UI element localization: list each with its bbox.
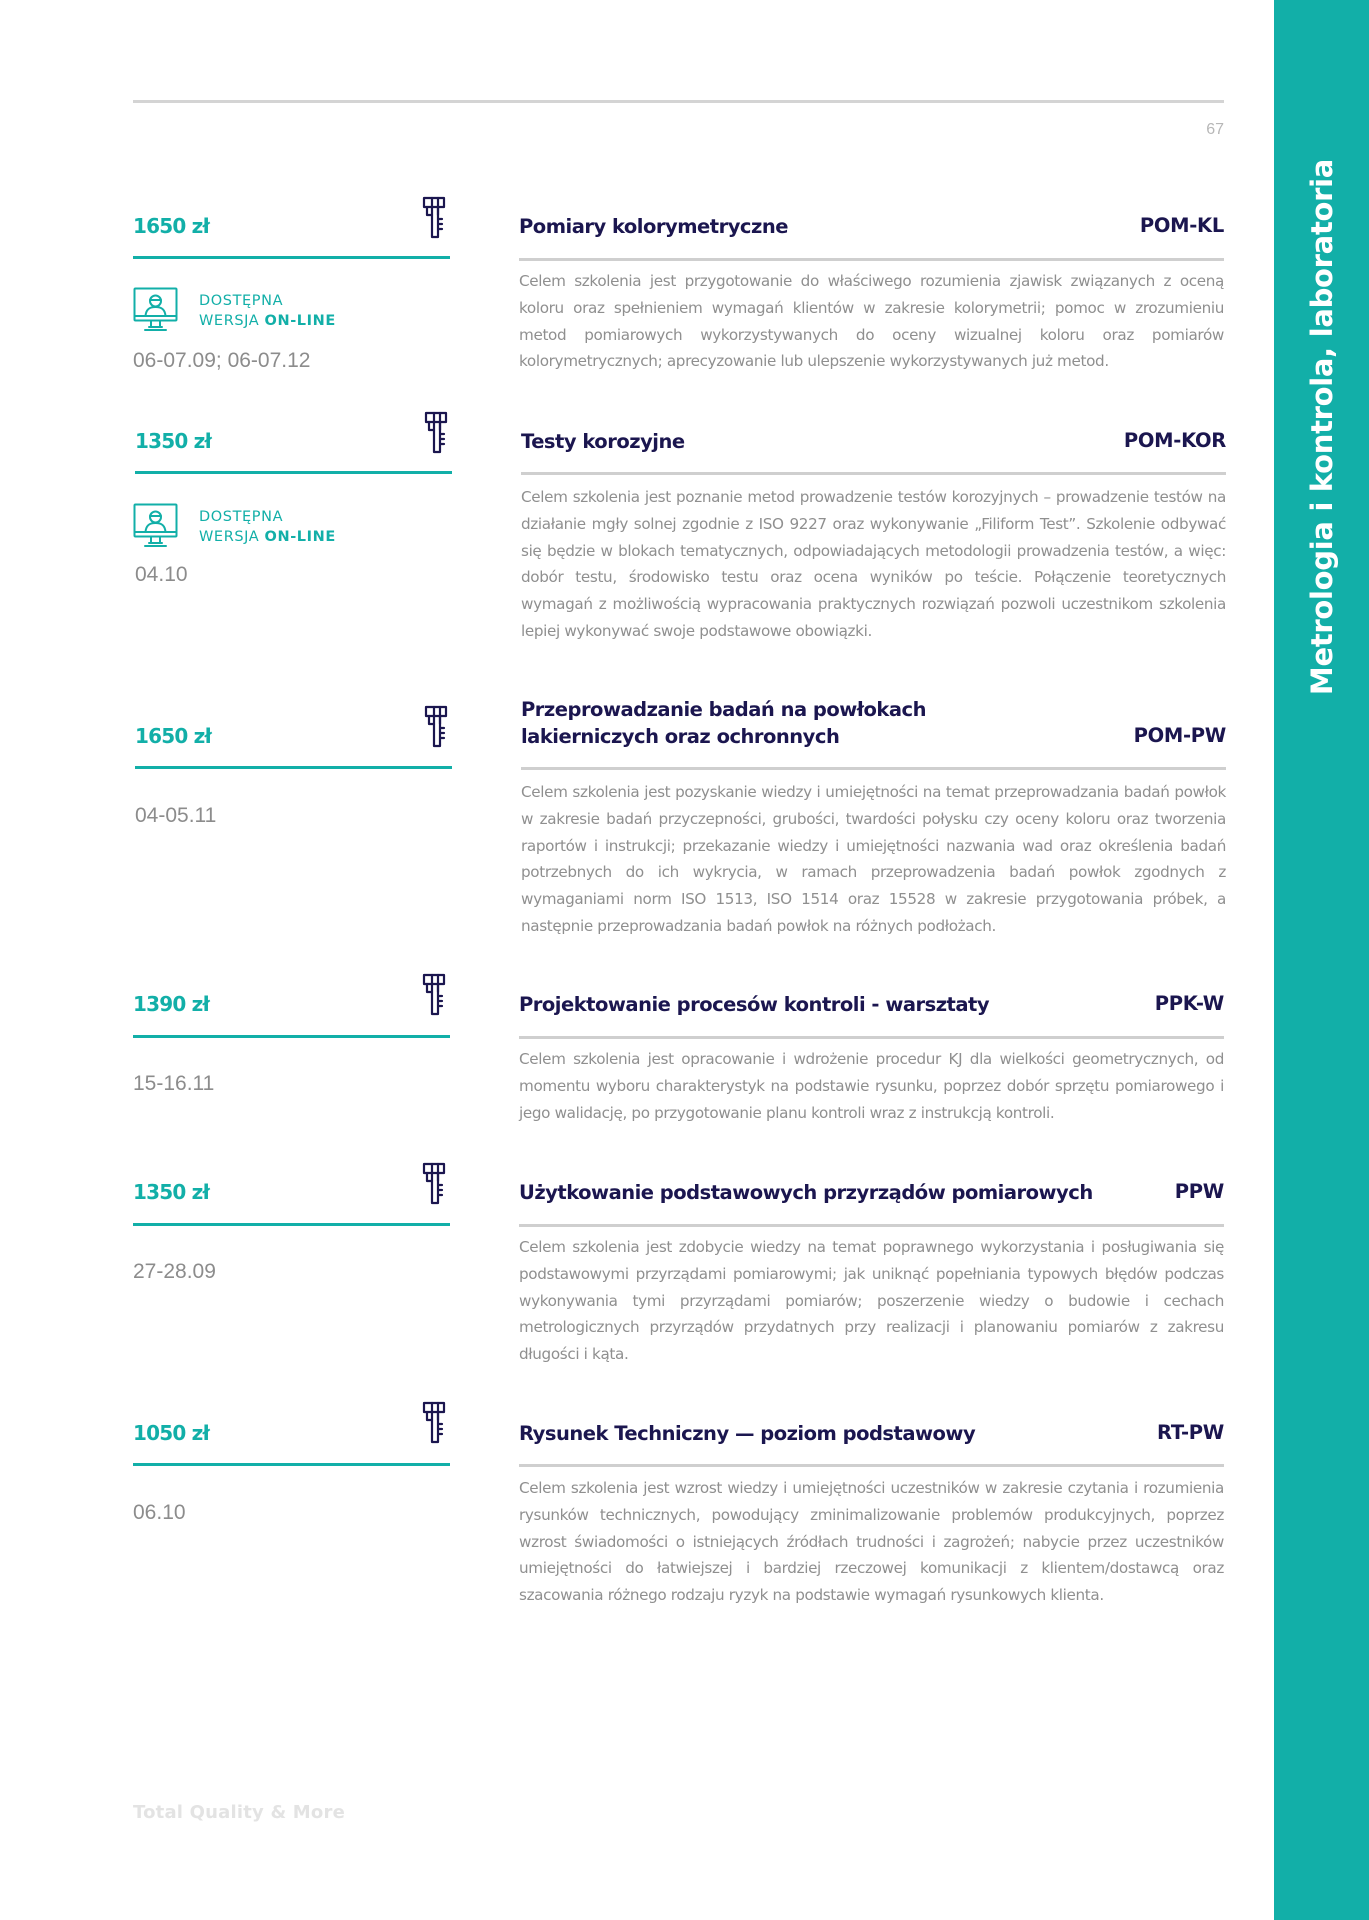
course-dates: 15-16.11: [133, 1072, 215, 1095]
course-price: 1350 zł: [133, 1180, 210, 1204]
section-title: Metrologia i kontrola, laboratoria: [1305, 158, 1339, 696]
course-dates: 04-05.11: [135, 804, 217, 827]
price-divider: [133, 1463, 450, 1466]
course-description: Celem szkolenia jest wzrost wiedzy i umiejętności uczestników w zakresie czytania i rozumienia rysunków technicznych, powodujący zminimalizowanie problemów produkcyjnych, poprzez wzrost świadomości o istniejących źródłach trudności i zagrożeń; nabycie przez uczestników umiejętności do łatwiejszej i bardziej rzeczowej komunikacji z klientem/dostawcą oraz szacowania różnego rodzaju ryzyk na podstawie wymagań rysunkowych klienta.: [519, 1479, 1224, 1605]
title-divider: [519, 258, 1224, 261]
price-divider: [133, 1035, 450, 1038]
course-description: Celem szkolenia jest opracowanie i wdrożenie procedur KJ dla wielkości geometrycznych, od momentu wyboru charakterystyk na podstawie rysunku, poprzez dobór sprzętu pomiarowego i jego walidację, po przygotowanie planu kontroli wraz z instrukcją kontroli.: [519, 1050, 1224, 1122]
online-badge: [133, 503, 450, 549]
course-description: Celem szkolenia jest przygotowanie do właściwego rozumienia zjawisk związanych z oceną koloru oraz spełnieniem wymagań klientów w zakresie kolorymetrii; pomoc w zrozumieniu metod pomiarowych wykorzystywanych do oceny wizualnej koloru oraz pomiarów kolorymetrycznych; aprecyzowanie lub ulepszenie wykorzystywanych już metod.: [519, 272, 1224, 371]
title-divider: [521, 472, 1226, 475]
monitor-user-icon: [133, 503, 178, 549]
title-divider: [519, 1036, 1224, 1039]
course-price: 1390 zł: [133, 992, 210, 1016]
caliper-icon: [420, 1400, 450, 1444]
price-divider: [133, 1223, 450, 1226]
course-code: POM-PW: [1133, 724, 1226, 747]
course-dates: 27-28.09: [133, 1260, 216, 1283]
course-dates: 06-07.09; 06-07.12: [133, 349, 311, 372]
course-description: Celem szkolenia jest pozyskanie wiedzy i umiejętności na temat przeprowadzania badań powłok w zakresie badań przyczepności, grubości, twardości połysku czy oceny koloru oraz tworzenia raportów i instrukcji; przekazanie wiedzy i umiejętności nazwania wad oraz określenia badań potrzebnych do ich wykrycia, w ramach przeprowadzenia badań powłok zgodnych z wymaganiami norm ISO 1513, ISO 1514 oraz 15528 w zakresie przygotowania próbek, a następnie przeprowadzania badań powłok na różnych podłożach.: [521, 783, 1226, 935]
course-title: Rysunek Techniczny — poziom podstawowy: [519, 1422, 976, 1445]
course-title: Pomiary kolorymetryczne: [519, 215, 788, 238]
course-dates: 06.10: [133, 1501, 186, 1524]
course-code: PPK-W: [1154, 992, 1224, 1015]
course-description: Celem szkolenia jest poznanie metod prowadzenie testów korozyjnych – prowadzenie testów na działanie mgły solnej zgodnie z ISO 9227 oraz wykonywanie „Filiform Test”. Szkolenie odbywać się będzie w blokach tematycznych, odpowiadających metodologii prowadzenia testów, a więc: dobór testu, środowisko testu oraz ocena wyników po teście. Połączenie teoretycznych wymagań z możliwością wypracowania praktycznych rozwiązań pozwoli uczestnikom szkolenia lepiej wykonywać swoje podstawowe obowiązki.: [521, 488, 1226, 640]
caliper-icon: [420, 972, 450, 1016]
monitor-user-icon: [133, 287, 178, 333]
caliper-icon: [422, 704, 452, 748]
title-divider: [519, 1464, 1224, 1467]
title-divider: [521, 767, 1226, 770]
course-title: Projektowanie procesów kontroli - warsztaty: [519, 993, 990, 1016]
course-price: 1350 zł: [135, 429, 212, 453]
price-divider: [135, 471, 452, 474]
course-code: POM-KL: [1139, 214, 1224, 237]
course-title: Użytkowanie podstawowych przyrządów pomiarowych: [519, 1181, 1093, 1204]
top-divider: [133, 100, 1224, 103]
price-divider: [133, 256, 450, 259]
caliper-icon: [420, 195, 450, 239]
price-divider: [135, 766, 452, 769]
course-code: POM-KOR: [1123, 429, 1226, 452]
caliper-icon: [422, 410, 452, 454]
course-dates: 04.10: [135, 563, 188, 586]
online-badge-text: DOSTĘPNA WERSJA ON-LINE: [199, 293, 336, 329]
course-title: Przeprowadzanie badań na powłokach lakierniczych oraz ochronnych: [521, 698, 926, 748]
course-price: 1050 zł: [133, 1421, 210, 1445]
course-price: 1650 zł: [135, 724, 212, 748]
course-description: Celem szkolenia jest zdobycie wiedzy na temat poprawnego wykorzystania i posługiwania się podstawowymi przyrządami pomiarowymi; jak uniknąć popełniania typowych błędów podczas wykonywania tymi przyrządami pomiarów; poszerzenie wiedzy o budowie i cechach metrologicznych przyrządów przydatnych przy realizacji i planowaniu pomiarów z zakresu długości i kąta.: [519, 1238, 1224, 1364]
online-badge-text: DOSTĘPNA WERSJA ON-LINE: [199, 509, 336, 545]
online-badge: [133, 287, 450, 333]
course-price: 1650 zł: [133, 214, 210, 238]
course-code: RT-PW: [1157, 1421, 1224, 1444]
caliper-icon: [420, 1161, 450, 1205]
course-code: PPW: [1174, 1180, 1224, 1203]
title-divider: [519, 1224, 1224, 1227]
footer-brand: Total Quality & More: [133, 1802, 345, 1823]
page-number: 67: [1206, 121, 1224, 138]
course-title: Testy korozyjne: [521, 430, 685, 453]
